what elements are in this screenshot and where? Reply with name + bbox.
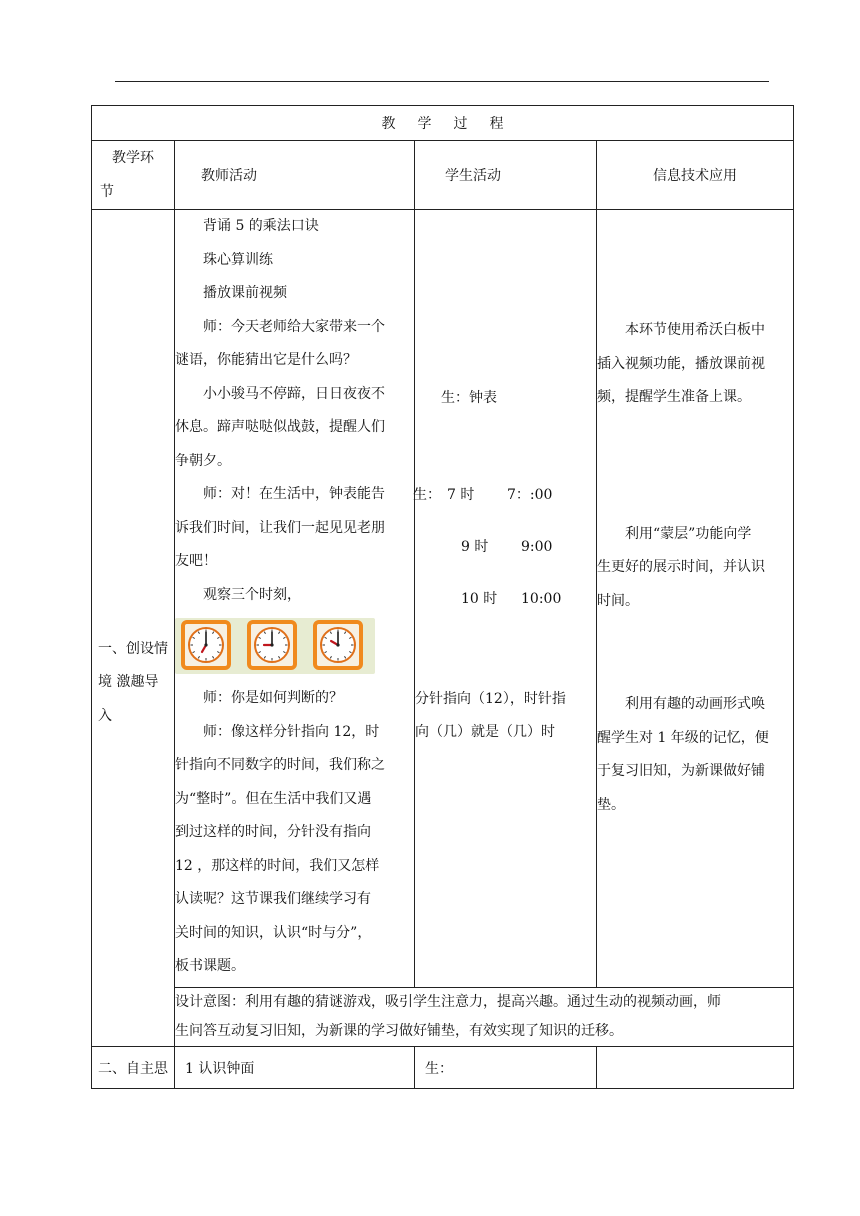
teacher-line: 背诵 5 的乘法口诀 <box>203 218 319 234</box>
it-note-animation <box>597 688 793 822</box>
it-cell-2 <box>597 1047 794 1089</box>
table-title: 教学过程 <box>92 106 794 141</box>
teacher-line: 珠心算训练 <box>203 251 273 268</box>
design-intent: 设计意图：利用有趣的猜谜游戏，吸引学生注意力，提高兴趣。通过生动的视频动画，师 生问答互动复习旧知，为新课的学习做好铺垫，有效实现了知识的迁移。 <box>175 988 794 1047</box>
teacher-line: 师：你是如何判断的？ <box>203 690 343 706</box>
it-note-line: 本环节使用希沃白板中 <box>625 322 765 338</box>
teacher-line: 友吧！ <box>175 553 217 569</box>
teacher-line: 师：像这样分针指向 12，时 <box>203 723 380 740</box>
it-note-line: 插入视频功能，播放课前视 <box>597 355 765 372</box>
teacher-line: 针指向不同数字的时间，我们称之 <box>175 757 385 773</box>
teacher-line: 到过这样的时间，分针没有指向 <box>175 824 371 840</box>
clock-7-icon <box>181 620 231 670</box>
it-note-line: 醒学生对 1 年级的记忆，便 <box>597 729 769 746</box>
stage-cell-2: 二、自主思 <box>92 1047 175 1089</box>
teacher-line: 诉我们时间，让我们一起见见老朋 <box>175 519 385 536</box>
teacher-line: 谜语，你能猜出它是什么吗？ <box>175 352 357 368</box>
teacher-line: 为“整时”。但在生活中我们又遇 <box>175 790 372 807</box>
teacher-line: 观察三个时刻， <box>203 586 301 603</box>
clock-images <box>175 618 375 674</box>
it-note-line: 时间。 <box>597 592 639 609</box>
teacher-line: 休息。蹄声哒哒似战鼓，提醒人们 <box>175 419 385 435</box>
it-application-cell <box>597 210 794 988</box>
student-time-row: 9 时 9:00 <box>461 538 553 555</box>
it-note-video <box>597 314 793 415</box>
student-rule-line: 向（几）就是（几）时 <box>415 724 555 740</box>
student-rule-line: 分针指向（12），时针指 <box>415 690 566 707</box>
it-note-line: 利用有趣的动画形式唤 <box>625 696 765 712</box>
it-note-line: 垫。 <box>597 796 625 813</box>
it-note-mask <box>597 518 793 619</box>
it-note-line: 利用“蒙层”功能向学 <box>625 525 752 542</box>
teacher-line: 12 ，那这样的时间，我们又怎样 <box>175 857 380 874</box>
header-stage: 教学环 节 <box>92 141 175 210</box>
student-activity-cell <box>415 210 597 988</box>
teacher-line: 师：今天老师给大家带来一个 <box>203 318 385 335</box>
stage-cell-1: 一、创设情 境 激趣导 入 <box>92 210 175 1047</box>
it-note-line: 生更好的展示时间，并认识 <box>597 559 765 575</box>
it-note-line: 于复习旧知，为新课做好铺 <box>597 763 765 779</box>
teacher-line: 师：对！在生活中，钟表能告 <box>203 486 385 502</box>
header-it: 信息技术应用 <box>597 141 794 210</box>
teacher-line: 板书课题。 <box>175 958 245 974</box>
teacher-activity-cell <box>175 210 415 988</box>
clock-10-icon <box>313 620 363 670</box>
it-note-line: 频，提醒学生准备上课。 <box>597 389 751 405</box>
teacher-line: 小小骏马不停蹄，日日夜夜不 <box>203 385 385 402</box>
student-answer-clock: 生：钟表 <box>441 390 497 406</box>
teacher-line: 关时间的知识，认识“时与分”， <box>175 924 372 941</box>
student-time-row: 10 时 10:00 <box>461 590 562 607</box>
student-time-row: 生： 7 时 7：:00 <box>413 486 553 503</box>
header-rule <box>115 81 769 82</box>
teacher-line: 争朝夕。 <box>175 452 231 469</box>
teacher-cell-2: 1 认识钟面 <box>175 1047 415 1089</box>
teacher-line: 播放课前视频 <box>203 285 287 301</box>
student-cell-2: 生： <box>415 1047 597 1089</box>
clock-9-icon <box>247 620 297 670</box>
lesson-process-table <box>91 105 794 1089</box>
header-teacher: 教师活动 <box>175 141 415 210</box>
header-student: 学生活动 <box>415 141 597 210</box>
teacher-line: 认读呢？这节课我们继续学习有 <box>175 891 371 907</box>
